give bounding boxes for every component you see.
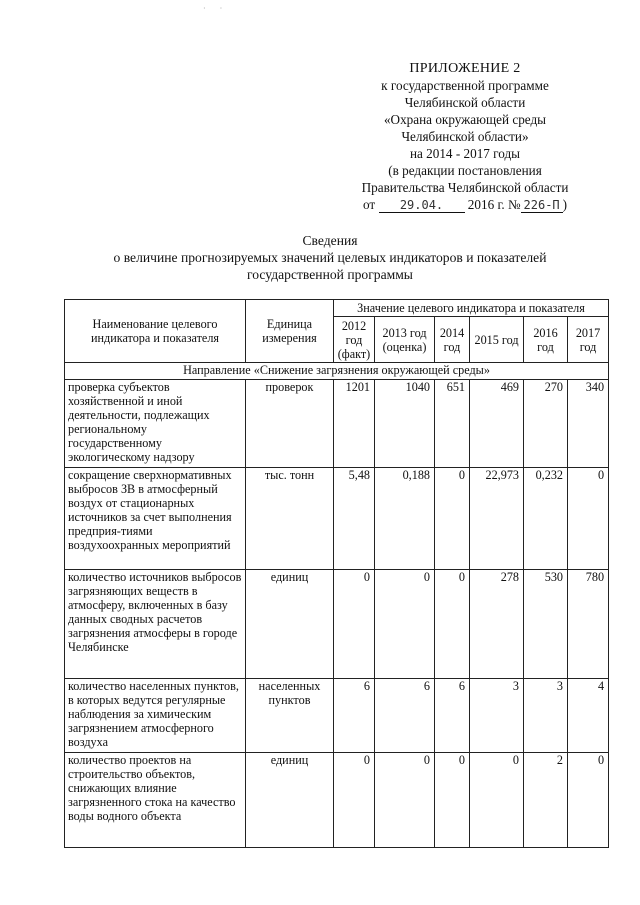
value-2013: 0 bbox=[375, 570, 435, 679]
appendix-date-line bbox=[330, 196, 600, 213]
value-2017: 0 bbox=[568, 753, 609, 848]
value-2015: 0 bbox=[470, 753, 524, 848]
value-2017: 340 bbox=[568, 380, 609, 468]
table-row bbox=[65, 468, 609, 570]
header-year-2014: 2014 год bbox=[435, 317, 470, 363]
indicator-name: сокращение сверхнормативных выбросов ЗВ в атмосферный воздух от стационарных источников за счет выполнения предприя-тиями воздухоохранных мероприятий bbox=[65, 468, 246, 570]
table-row bbox=[65, 380, 609, 468]
value-2015: 278 bbox=[470, 570, 524, 679]
appendix-line-3: «Охрана окружающей среды bbox=[383, 112, 547, 127]
appendix-line-5: на 2014 - 2017 годы bbox=[409, 146, 521, 161]
close-paren: ) bbox=[562, 197, 567, 212]
header-year-2015: 2015 год bbox=[470, 317, 524, 363]
indicator-name: количество населенных пунктов, в которых ведутся регулярные наблюдения за химическим загрязнением атмосферного воздуха bbox=[65, 679, 246, 753]
header-year-2012: 2012 год (факт) bbox=[334, 317, 375, 363]
appendix-line-6: (в редакции постановления bbox=[388, 163, 542, 178]
scan-speck: · · bbox=[203, 4, 229, 13]
value-2017: 780 bbox=[568, 570, 609, 679]
value-2015: 469 bbox=[470, 380, 524, 468]
appendix-block bbox=[330, 60, 600, 213]
value-2015: 22,973 bbox=[470, 468, 524, 570]
date-prefix: от bbox=[363, 197, 376, 212]
value-2015: 3 bbox=[470, 679, 524, 753]
date-field: 29.04. bbox=[379, 198, 465, 213]
value-2017: 4 bbox=[568, 679, 609, 753]
value-2013: 6 bbox=[375, 679, 435, 753]
value-2012: 5,48 bbox=[334, 468, 375, 570]
value-2013: 0 bbox=[375, 753, 435, 848]
heading-line-3: государственной программы bbox=[247, 267, 413, 282]
value-2014: 6 bbox=[435, 679, 470, 753]
header-year-2016: 2016 год bbox=[524, 317, 568, 363]
header-values-group: Значение целевого индикатора и показателя bbox=[334, 300, 609, 317]
indicator-unit: единиц bbox=[246, 570, 334, 679]
indicator-name: количество проектов на строительство объектов, снижающих влияние загрязненного стока на качество воды водного объекта bbox=[65, 753, 246, 848]
year-text: 2016 г. № bbox=[467, 197, 521, 212]
table-row bbox=[65, 570, 609, 679]
value-2014: 651 bbox=[435, 380, 470, 468]
value-2012: 0 bbox=[334, 753, 375, 848]
table-row bbox=[65, 753, 609, 848]
appendix-line-4: Челябинской области» bbox=[401, 129, 529, 144]
header-year-2013: 2013 год (оценка) bbox=[375, 317, 435, 363]
header-unit: Единица измерения bbox=[246, 300, 334, 363]
value-2016: 270 bbox=[524, 380, 568, 468]
value-2016: 530 bbox=[524, 570, 568, 679]
table-row bbox=[65, 679, 609, 753]
document-heading bbox=[60, 232, 600, 283]
value-2014: 0 bbox=[435, 570, 470, 679]
value-2014: 0 bbox=[435, 468, 470, 570]
number-field: 226-П bbox=[521, 198, 563, 213]
indicator-name: проверка субъектов хозяйственной и иной деятельности, подлежащих региональному государственному экологическому надзору bbox=[65, 380, 246, 468]
indicator-unit: тыс. тонн bbox=[246, 468, 334, 570]
value-2013: 0,188 bbox=[375, 468, 435, 570]
appendix-line-1: к государственной программе bbox=[381, 78, 549, 93]
appendix-line-7: Правительства Челябинской области bbox=[361, 180, 569, 195]
appendix-title: ПРИЛОЖЕНИЕ 2 bbox=[409, 61, 521, 76]
indicator-unit: проверок bbox=[246, 380, 334, 468]
heading-line-1: Сведения bbox=[302, 233, 358, 248]
indicators-table bbox=[64, 299, 609, 848]
value-2012: 6 bbox=[334, 679, 375, 753]
value-2016: 2 bbox=[524, 753, 568, 848]
value-2013: 1040 bbox=[375, 380, 435, 468]
value-2014: 0 bbox=[435, 753, 470, 848]
heading-line-2: о величине прогнозируемых значений целевых индикаторов и показателей bbox=[113, 250, 547, 265]
indicator-unit: населенных пунктов bbox=[246, 679, 334, 753]
header-name: Наименование целевого индикатора и показателя bbox=[65, 300, 246, 363]
value-2017: 0 bbox=[568, 468, 609, 570]
value-2016: 3 bbox=[524, 679, 568, 753]
value-2016: 0,232 bbox=[524, 468, 568, 570]
header-year-2017: 2017 год bbox=[568, 317, 609, 363]
value-2012: 1201 bbox=[334, 380, 375, 468]
indicator-unit: единиц bbox=[246, 753, 334, 848]
direction-row: Направление «Снижение загрязнения окружающей среды» bbox=[65, 363, 609, 380]
indicator-name: количество источников выбросов загрязняющих веществ в атмосферу, включенных в базу данных сводных расчетов загрязнения атмосферы в городе Челябинске bbox=[65, 570, 246, 679]
value-2012: 0 bbox=[334, 570, 375, 679]
appendix-line-2: Челябинской области bbox=[404, 95, 526, 110]
